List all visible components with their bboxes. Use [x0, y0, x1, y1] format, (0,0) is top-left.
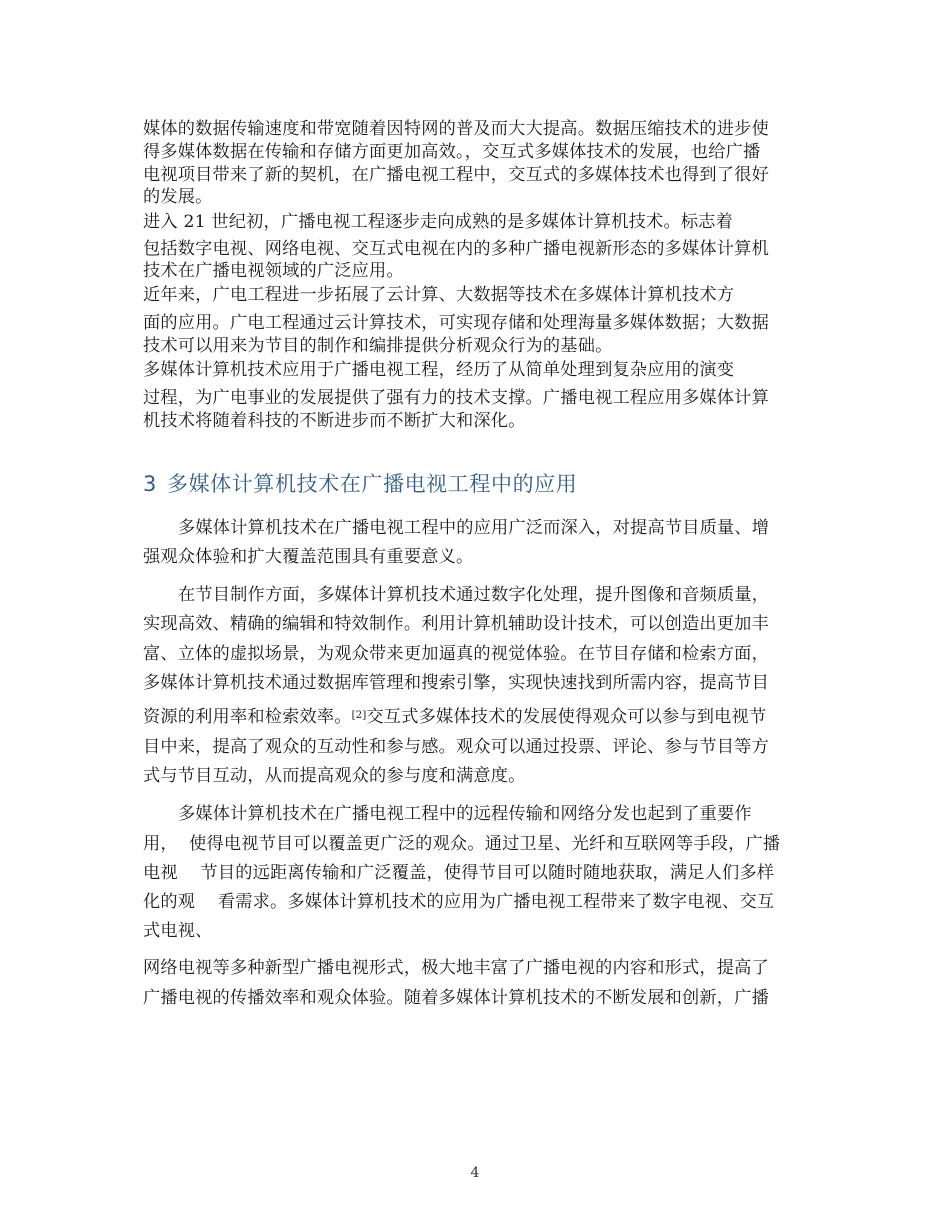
text-line: 过程，为广电事业的发展提供了强有力的技术支撑。广播电视工程应用多媒体计算 [143, 388, 769, 408]
text-line: 网络电视等多种新型广播电视形式，极大地丰富了广播电视的内容和形式，提高了 [143, 958, 769, 978]
section-number: 3 [143, 472, 157, 496]
text-line: 电视 节目的远距离传输和广泛覆盖，使得节目可以随时随地获取，满足人们多样 [143, 863, 775, 883]
page-number: 4 [470, 1165, 480, 1181]
text-line: 化的观 看需求。多媒体计算机技术的应用为广播电视工程带来了数字电视、交互 [143, 892, 775, 912]
text-line: 技术在广播电视领域的广泛应用。 [143, 261, 404, 281]
text-line: 式电视、 [143, 921, 213, 941]
text-line: 面的应用。广电工程通过云计算技术，可实现存储和处理海量多媒体数据；大数据 [143, 313, 769, 333]
text-line: 用， 使得电视节目可以覆盖更广泛的观众。通过卫星、光纤和互联网等手段，广播 [143, 834, 781, 854]
section-title: 多媒体计算机技术在广播电视工程中的应用 [166, 472, 578, 496]
text-line: 得多媒体数据在传输和存储方面更加高效。，交互式多媒体技术的发展，也给广播 [143, 142, 761, 162]
text-line: 强观众体验和扩大覆盖范围具有重要意义。 [143, 547, 474, 567]
text-line: 多媒体计算机技术应用于广播电视工程，经历了从简单处理到复杂应用的演变 [143, 360, 735, 380]
text-line: 技术可以用来为节目的制作和编排提供分析观众行为的基础。 [143, 336, 613, 356]
text-line: 在节目制作方面，多媒体计算机技术通过数字化处理，提升图像和音频质量， [178, 585, 770, 605]
text-line: 广播电视的传播效率和观众体验。随着多媒体计算机技术的不断发展和创新，广播 [143, 988, 769, 1008]
text-line: 的发展。 [143, 187, 213, 207]
text-line: 媒体的数据传输速度和带宽随着因特网的普及而大大提高。数据压缩技术的进步使 [143, 119, 769, 139]
text-line: 多媒体计算机技术在广播电视工程中的远程传输和网络分发也起到了重要作 [178, 804, 752, 824]
text-line: 近年来，广电工程进一步拓展了云计算、大数据等技术在多媒体计算机技术方 [143, 285, 735, 305]
text-line: 包括数字电视、网络电视、交互式电视在内的多种广播电视新形态的多媒体计算机 [143, 239, 769, 259]
text-line: 机技术将随着科技的不断进步而不断扩大和深化。 [143, 411, 526, 431]
text-line: 进入 21 世纪初，广播电视工程逐步走向成熟的是多媒体计算机技术。标志着 [143, 212, 734, 232]
text-segment: 资源的利用率和检索效率。 [143, 707, 352, 727]
text-line: 富、立体的虚拟场景，为观众带来更加逼真的视觉体验。在节目存储和检索方面， [143, 644, 769, 664]
text-line: 式与节目互动，从而提高观众的参与度和满意度。 [143, 766, 526, 786]
text-line: 目中来，提高了观众的互动性和参与感。观众可以通过投票、评论、参与节目等方 [143, 737, 769, 757]
text-line: 多媒体计算机技术通过数据库管理和搜索引擎，实现快速找到所需内容，提高节目 [143, 673, 769, 693]
section-heading [143, 470, 577, 498]
text-line [143, 706, 766, 728]
text-line: 实现高效、精确的编辑和特效制作。利用计算机辅助设计技术，可以创造出更加丰 [143, 614, 769, 634]
text-line: 多媒体计算机技术在广播电视工程中的应用广泛而深入，对提高节目质量、增 [178, 518, 770, 538]
text-line: 电视项目带来了新的契机，在广播电视工程中，交互式的多媒体技术也得到了很好 [143, 165, 769, 185]
citation-link[interactable]: [2] [351, 710, 367, 721]
text-segment: 交互式多媒体技术的发展使得观众可以参与到电视节 [366, 707, 767, 727]
